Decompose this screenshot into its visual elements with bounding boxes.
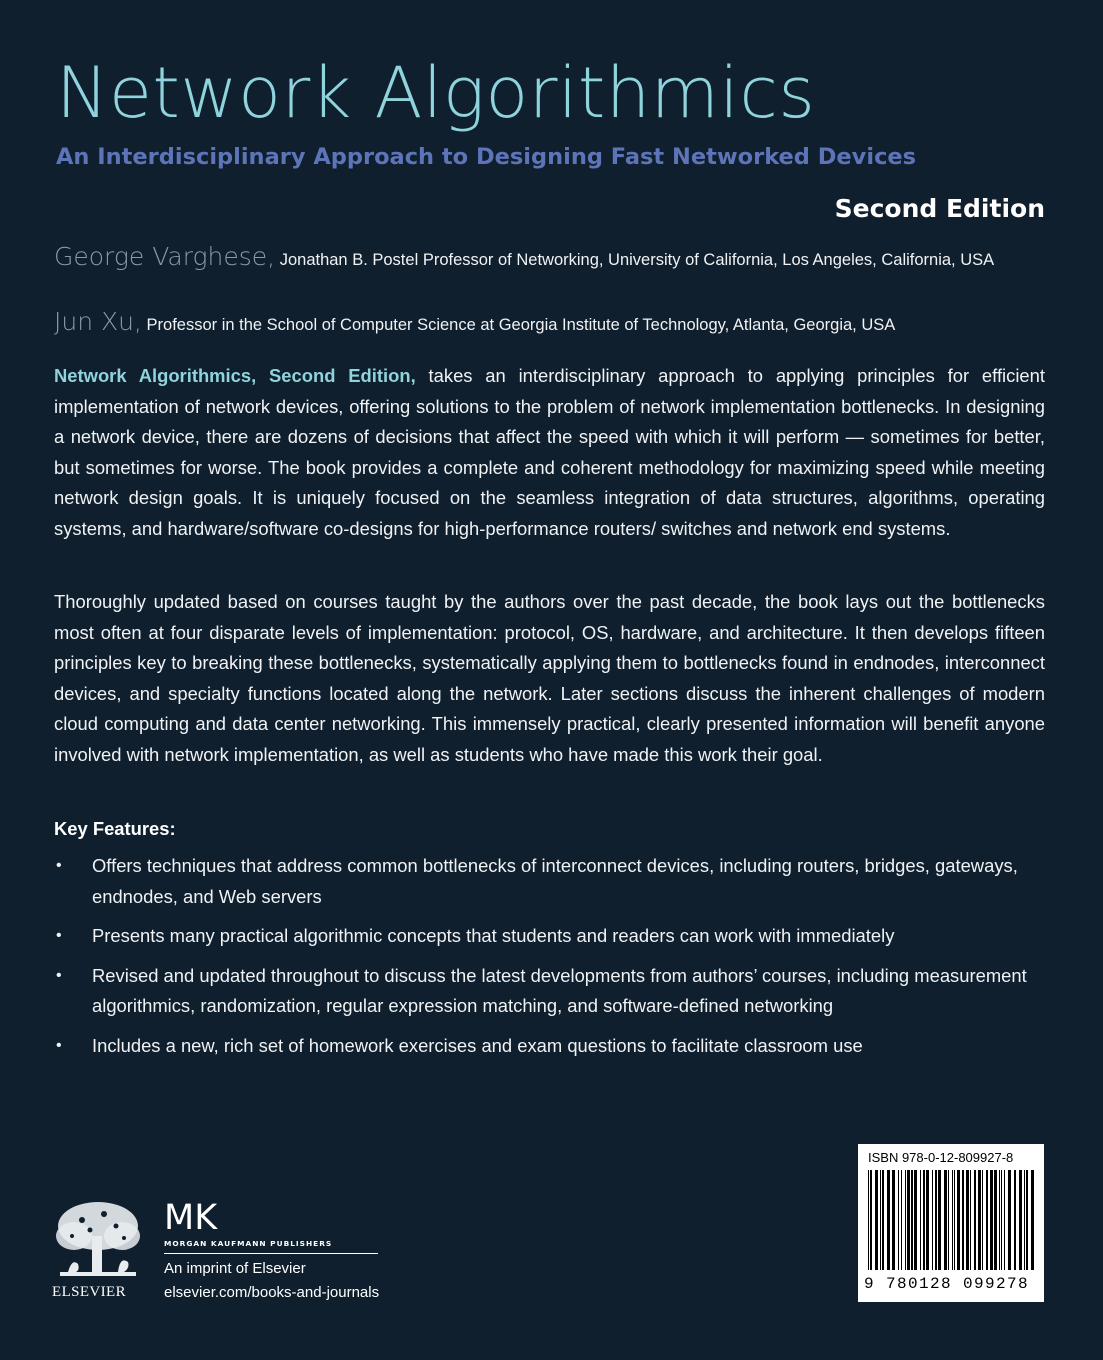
- barcode-bar: [926, 1170, 929, 1270]
- barcode-bar: [923, 1170, 925, 1270]
- barcode-bar: [898, 1170, 899, 1270]
- key-features-heading: Key Features:: [54, 818, 176, 839]
- barcode-bar: [1026, 1170, 1028, 1270]
- barcode-bar: [999, 1170, 1000, 1270]
- barcode-bar: [982, 1170, 983, 1270]
- barcode-bar: [974, 1170, 976, 1270]
- barcode-bar: [887, 1170, 890, 1270]
- bullet-icon: •: [56, 927, 62, 945]
- barcode-bar: [914, 1170, 917, 1270]
- barcode-bar: [986, 1170, 988, 1270]
- mk-logo: [164, 1200, 236, 1232]
- publisher-url: elsevier.com/books-and-journals: [164, 1284, 380, 1301]
- description-lead: Network Algorithmics, Second Edition,: [54, 365, 416, 386]
- barcode-bar: [870, 1170, 872, 1270]
- barcode-bar: [1004, 1170, 1005, 1270]
- book-subtitle: An Interdisciplinary Approach to Designing Fast Networked Devices: [56, 144, 917, 170]
- barcode-bar: [905, 1170, 906, 1270]
- barcode-bar: [938, 1170, 941, 1270]
- barcode-bar: [1001, 1170, 1002, 1270]
- barcode-bar: [920, 1170, 921, 1270]
- description-text: takes an interdisciplinary approach to applying principles for efficient implementation of network devices, offering solutions to the problem of network implementation bottlenecks. In designing a network device, there are dozens of decisions that affect the speed with which it will perform — sometimes for better, but sometimes for worse. The book provides a complete and coherent methodology for maximizing speed while meeting network design goals. It is uniquely focused on the seamless integration of data structures, algorithms, operating systems, and hardware/software co-designs for high-performance routers/ switches and network end systems.: [54, 365, 1045, 539]
- key-features-list: [54, 851, 1045, 1071]
- description-paragraph: Thoroughly updated based on courses taught by the authors over the past decade, the book lays out the bottlenecks most often at four disparate levels of implementation: protocol, OS, hardware, and architecture. It then develops fifteen principles key to breaking these bottlenecks, systematically applying them to bottlenecks found in endnodes, interconnect devices, and specialty functions located along the network. Later sections discuss the inherent challenges of modern cloud computing and data center networking. This immensely practical, clearly presented information will benefit anyone involved with network implementation, as well as students who have made this work their goal.: [54, 591, 1045, 765]
- author-affiliation: Jonathan B. Postel Professor of Networking, University of California, Los Angeles, California, USA: [279, 251, 995, 269]
- mk-publisher-name: MORGAN KAUFMANN PUBLISHERS: [164, 1239, 333, 1248]
- barcode-bar: [952, 1170, 953, 1270]
- list-item: [54, 921, 1045, 952]
- feature-text: Presents many practical algorithmic concepts that students and readers can work with immediately: [92, 925, 895, 947]
- isbn-label: ISBN 978-0-12-809927-8: [868, 1150, 1014, 1165]
- author-affiliation: Professor in the School of Computer Science at Georgia Institute of Technology, Atlanta, Georgia, USA: [146, 316, 896, 334]
- barcode-bar: [1008, 1170, 1011, 1270]
- imprint-text: An imprint of Elsevier: [164, 1260, 306, 1277]
- barcode-bar: [875, 1170, 878, 1270]
- barcode-bar: [868, 1170, 869, 1270]
- barcode-bar: [1014, 1170, 1016, 1270]
- barcode-bar: [966, 1170, 969, 1270]
- barcode-bar: [935, 1170, 937, 1270]
- barcode-bars: [864, 1170, 1038, 1274]
- feature-text: Revised and updated throughout to discuss the latest developments from authors’ courses, including measurement algorithmics, randomization, regular expression matching, and software-defined networking: [92, 964, 1027, 1017]
- bullet-icon: •: [56, 857, 62, 874]
- barcode-bar: [954, 1170, 955, 1270]
- barcode-bar: [948, 1170, 949, 1270]
- barcode-bar: [1031, 1170, 1034, 1270]
- barcode-bar: [1019, 1170, 1022, 1270]
- barcode-bar: [901, 1170, 902, 1270]
- feature-text: Offers techniques that address common bottlenecks of interconnect devices, including routers, bridges, gateways, endnodes, and Web servers: [92, 855, 1018, 907]
- author-name: George Varghese,: [54, 242, 276, 271]
- barcode-bar: [944, 1170, 947, 1270]
- bullet-icon: •: [56, 966, 62, 984]
- mk-logo-text: MK: [164, 1200, 218, 1232]
- author-entry: [54, 242, 1054, 275]
- barcode-bar: [994, 1170, 997, 1270]
- barcode-bar: [911, 1170, 913, 1270]
- isbn-barcode: [858, 1144, 1044, 1302]
- barcode-bar: [957, 1170, 960, 1270]
- list-item: [54, 851, 1045, 912]
- barcode-bar: [990, 1170, 993, 1270]
- barcode-bar: [892, 1170, 895, 1270]
- author-name: Jun Xu,: [54, 307, 142, 336]
- barcode-bar: [1024, 1170, 1025, 1270]
- mk-divider: [164, 1253, 378, 1254]
- bullet-icon: •: [56, 1036, 62, 1054]
- barcode-digits: 9 780128 099278: [864, 1275, 1030, 1293]
- list-item: [54, 1031, 1045, 1062]
- barcode-bar: [970, 1170, 971, 1270]
- barcode-bar: [978, 1170, 981, 1270]
- barcode-bar: [882, 1170, 884, 1270]
- barcode-bar: [907, 1170, 910, 1270]
- barcode-bar: [962, 1170, 964, 1270]
- author-entry: [54, 307, 1054, 340]
- barcode-bar: [880, 1170, 881, 1270]
- feature-text: Includes a new, rich set of homework exercises and exam questions to facilitate classroom use: [92, 1034, 863, 1056]
- barcode-bar: [932, 1170, 933, 1270]
- elsevier-wordmark: ELSEVIER: [52, 1284, 127, 1300]
- description-paragraph: [54, 361, 1045, 545]
- edition-label: Second Edition: [834, 194, 1045, 223]
- book-title: Network Algorithmics: [56, 52, 816, 134]
- list-item: [54, 961, 1045, 1022]
